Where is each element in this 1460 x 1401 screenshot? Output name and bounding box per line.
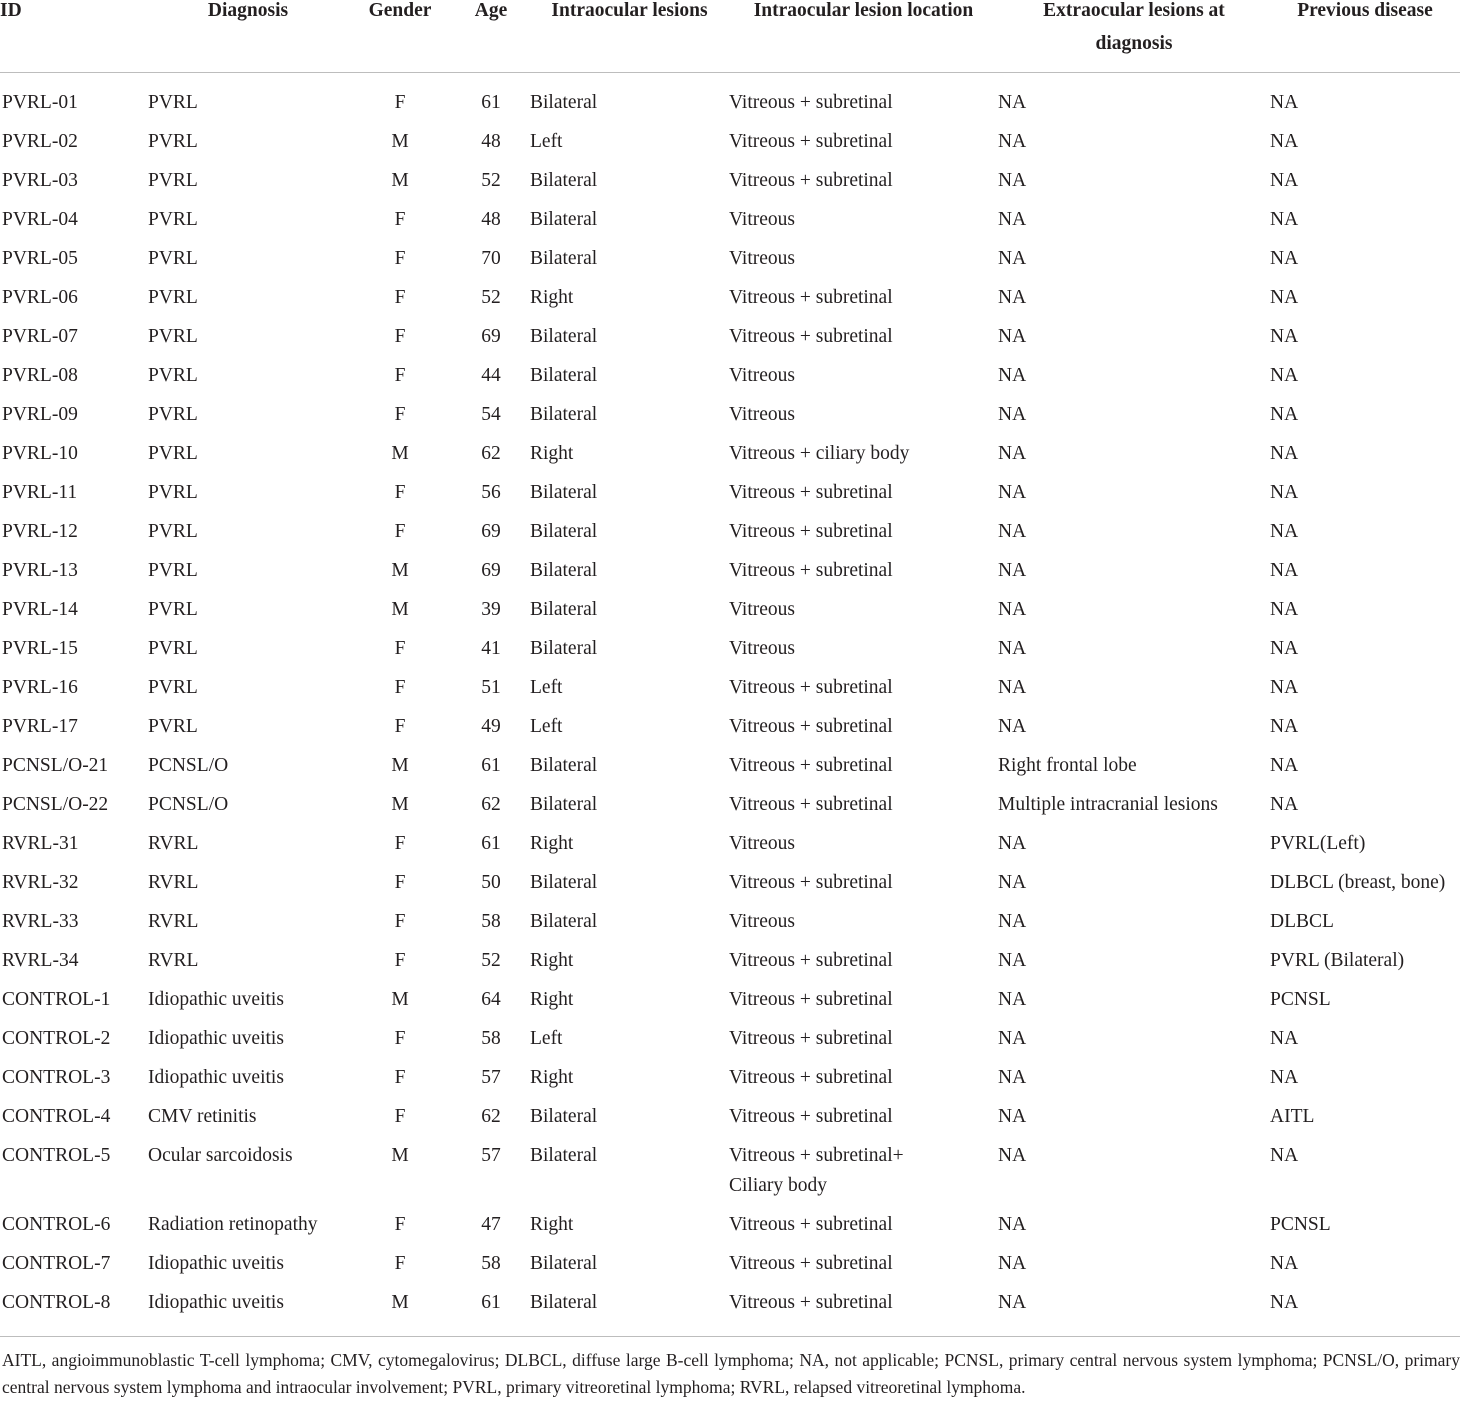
cell-previous-disease: NA — [1270, 209, 1299, 230]
cell-intraocular-lesions: Bilateral — [530, 170, 598, 191]
cell-extraocular-lesions: NA — [998, 677, 1027, 698]
cell-diagnosis: PVRL — [148, 326, 198, 347]
cell-previous-disease: NA — [1270, 794, 1299, 815]
cell-id: PVRL-12 — [2, 521, 78, 542]
table-row — [0, 556, 1460, 595]
table-row — [0, 205, 1460, 244]
cell-lesion-location: Vitreous + subretinal — [729, 1067, 893, 1088]
cell-id: PCNSL/O-22 — [2, 794, 109, 815]
cell-previous-disease: NA — [1270, 248, 1299, 269]
table-row — [0, 127, 1460, 166]
cell-lesion-location: Vitreous + subretinal — [729, 872, 893, 893]
cell-lesion-location: Vitreous + subretinal — [729, 1253, 893, 1274]
cell-previous-disease: NA — [1270, 404, 1299, 425]
column-header-intraocular-lesions: Intraocular lesions — [530, 0, 729, 67]
cell-gender: M — [391, 560, 409, 581]
cell-id: PVRL-01 — [2, 92, 78, 113]
cell-extraocular-lesions: NA — [998, 209, 1027, 230]
cell-extraocular-lesions: NA — [998, 716, 1027, 737]
cell-intraocular-lesions: Bilateral — [530, 521, 598, 542]
cell-diagnosis: PVRL — [148, 443, 198, 464]
cell-lesion-location: Vitreous — [729, 365, 795, 386]
cell-extraocular-lesions: NA — [998, 1106, 1027, 1127]
cell-gender: M — [391, 599, 409, 620]
cell-diagnosis: Radiation retinopathy — [148, 1214, 318, 1235]
cell-diagnosis: RVRL — [148, 911, 199, 932]
cell-age: 69 — [481, 326, 501, 347]
cell-id: CONTROL-7 — [2, 1253, 111, 1274]
cell-previous-disease: NA — [1270, 92, 1299, 113]
cell-gender: F — [394, 404, 406, 425]
cell-gender: F — [394, 1028, 406, 1049]
cell-intraocular-lesions: Bilateral — [530, 365, 598, 386]
cell-lesion-location: Vitreous — [729, 248, 795, 269]
cell-lesion-location: Vitreous — [729, 911, 795, 932]
table-row — [0, 166, 1460, 205]
cell-diagnosis: PVRL — [148, 248, 198, 269]
cell-extraocular-lesions: NA — [998, 521, 1027, 542]
cell-diagnosis: Idiopathic uveitis — [148, 989, 284, 1010]
cell-previous-disease: NA — [1270, 170, 1299, 191]
cell-lesion-location: Vitreous + subretinal — [729, 326, 893, 347]
cell-id: RVRL-34 — [2, 950, 79, 971]
cell-previous-disease: NA — [1270, 677, 1299, 698]
cell-gender: M — [391, 1292, 409, 1313]
cell-gender: F — [394, 716, 406, 737]
cell-id: PVRL-17 — [2, 716, 78, 737]
cell-diagnosis: PVRL — [148, 365, 198, 386]
cell-lesion-location: Vitreous + subretinal — [729, 560, 893, 581]
cell-age: 69 — [481, 560, 501, 581]
cell-previous-disease: NA — [1270, 1067, 1299, 1088]
table-row — [0, 634, 1460, 673]
cell-lesion-location: Vitreous + subretinal — [729, 521, 893, 542]
cell-lesion-location: Vitreous + subretinal — [729, 716, 893, 737]
cell-lesion-location: Vitreous — [729, 638, 795, 659]
cell-previous-disease: NA — [1270, 131, 1299, 152]
column-header-gender: Gender — [348, 0, 452, 67]
cell-lesion-location: Vitreous + subretinal — [729, 1214, 893, 1235]
cell-gender: M — [391, 1145, 409, 1166]
cell-gender: F — [394, 248, 406, 269]
cell-extraocular-lesions: NA — [998, 872, 1027, 893]
cell-lesion-location: Vitreous + subretinal — [729, 92, 893, 113]
cell-lesion-location: Vitreous + subretinal — [729, 131, 893, 152]
cell-id: PVRL-03 — [2, 170, 78, 191]
cell-diagnosis: PVRL — [148, 92, 198, 113]
cell-age: 49 — [481, 716, 501, 737]
cell-age: 50 — [481, 872, 501, 893]
table-row — [0, 673, 1460, 712]
cell-previous-disease: NA — [1270, 716, 1299, 737]
cell-diagnosis: PVRL — [148, 521, 198, 542]
cell-lesion-location: Vitreous — [729, 404, 795, 425]
cell-diagnosis: PVRL — [148, 170, 198, 191]
cell-intraocular-lesions: Bilateral — [530, 599, 598, 620]
cell-lesion-location: Vitreous + subretinal — [729, 989, 893, 1010]
cell-gender: F — [394, 1253, 406, 1274]
cell-previous-disease: NA — [1270, 443, 1299, 464]
cell-intraocular-lesions: Bilateral — [530, 638, 598, 659]
cell-age: 48 — [481, 209, 501, 230]
cell-diagnosis: PVRL — [148, 287, 198, 308]
cell-gender: F — [394, 872, 406, 893]
table-row — [0, 946, 1460, 985]
cell-age: 52 — [481, 950, 501, 971]
table-row — [0, 868, 1460, 907]
table-row — [0, 1141, 1460, 1210]
cell-age: 64 — [481, 989, 501, 1010]
cell-extraocular-lesions: NA — [998, 287, 1027, 308]
table-row — [0, 73, 1460, 128]
cell-gender: F — [394, 365, 406, 386]
cell-age: 61 — [481, 833, 501, 854]
cell-intraocular-lesions: Left — [530, 1028, 563, 1049]
cell-extraocular-lesions: NA — [998, 1292, 1027, 1313]
cell-intraocular-lesions: Right — [530, 1214, 574, 1235]
cell-intraocular-lesions: Bilateral — [530, 209, 598, 230]
cell-intraocular-lesions: Bilateral — [530, 482, 598, 503]
cell-extraocular-lesions: NA — [998, 248, 1027, 269]
cell-intraocular-lesions: Bilateral — [530, 1145, 598, 1166]
cell-extraocular-lesions: NA — [998, 170, 1027, 191]
cell-extraocular-lesions: Multiple intracranial lesions — [998, 794, 1218, 815]
table-row — [0, 1024, 1460, 1063]
cell-gender: F — [394, 833, 406, 854]
cell-gender: F — [394, 911, 406, 932]
cell-lesion-location: Vitreous — [729, 209, 795, 230]
cell-intraocular-lesions: Right — [530, 989, 574, 1010]
cell-diagnosis: Ocular sarcoidosis — [148, 1145, 293, 1166]
cell-intraocular-lesions: Bilateral — [530, 1106, 598, 1127]
cell-gender: F — [394, 950, 406, 971]
cell-age: 52 — [481, 170, 501, 191]
cell-previous-disease: NA — [1270, 599, 1299, 620]
cell-id: CONTROL-2 — [2, 1028, 111, 1049]
cell-id: CONTROL-1 — [2, 989, 111, 1010]
cell-previous-disease: PVRL(Left) — [1270, 833, 1366, 854]
cell-gender: F — [394, 1214, 406, 1235]
cell-gender: M — [391, 443, 409, 464]
cell-lesion-location: Vitreous + subretinal — [729, 755, 893, 776]
cell-diagnosis: RVRL — [148, 872, 199, 893]
cell-age: 58 — [481, 1028, 501, 1049]
table-footnote: AITL, angioimmunoblastic T-cell lymphoma; CMV, cytomegalovirus; DLBCL, diffuse large B-cell lymphoma; NA, not applicable; PCNSL, primary central nervous system lymphoma; PCNSL/O, primary central nervous system lymphoma and intraocular involvement; PVRL, primary vitreoretinal lymphoma; RVRL, relapsed vitreoretinal lymphoma. — [0, 1336, 1460, 1401]
cell-age: 52 — [481, 287, 501, 308]
cell-id: PVRL-14 — [2, 599, 78, 620]
cell-id: PVRL-07 — [2, 326, 78, 347]
cell-lesion-location: Vitreous + subretinal — [729, 170, 893, 191]
cell-intraocular-lesions: Bilateral — [530, 1292, 598, 1313]
cell-extraocular-lesions: NA — [998, 1214, 1027, 1235]
cell-lesion-location: Vitreous — [729, 833, 795, 854]
table-row — [0, 907, 1460, 946]
cell-gender: F — [394, 287, 406, 308]
cell-diagnosis: Idiopathic uveitis — [148, 1028, 284, 1049]
cell-diagnosis: Idiopathic uveitis — [148, 1292, 284, 1313]
cell-diagnosis: CMV retinitis — [148, 1106, 257, 1127]
cell-id: PVRL-05 — [2, 248, 78, 269]
cell-age: 62 — [481, 1106, 501, 1127]
table-row — [0, 1063, 1460, 1102]
cell-extraocular-lesions: NA — [998, 638, 1027, 659]
cell-lesion-location: Vitreous + subretinal — [729, 482, 893, 503]
cell-id: CONTROL-3 — [2, 1067, 111, 1088]
table-row — [0, 400, 1460, 439]
table-row — [0, 1210, 1460, 1249]
cell-id: CONTROL-4 — [2, 1106, 111, 1127]
cell-extraocular-lesions: Right frontal lobe — [998, 755, 1137, 776]
cell-extraocular-lesions: NA — [998, 92, 1027, 113]
cell-extraocular-lesions: NA — [998, 1028, 1027, 1049]
cell-gender: M — [391, 989, 409, 1010]
cell-age: 48 — [481, 131, 501, 152]
cell-id: PVRL-10 — [2, 443, 78, 464]
cell-extraocular-lesions: NA — [998, 989, 1027, 1010]
cell-previous-disease: NA — [1270, 287, 1299, 308]
cell-lesion-location: Vitreous + subretinal — [729, 950, 893, 971]
cell-id: PVRL-11 — [2, 482, 78, 503]
table-row — [0, 1102, 1460, 1141]
cell-diagnosis: PVRL — [148, 716, 198, 737]
cell-previous-disease: NA — [1270, 365, 1299, 386]
table-row — [0, 361, 1460, 400]
cell-extraocular-lesions: NA — [998, 131, 1027, 152]
cell-diagnosis: RVRL — [148, 950, 199, 971]
cell-age: 69 — [481, 521, 501, 542]
cell-lesion-location: Vitreous — [729, 599, 795, 620]
cell-intraocular-lesions: Right — [530, 833, 574, 854]
cell-gender: M — [391, 794, 409, 815]
cell-age: 58 — [481, 1253, 501, 1274]
cell-extraocular-lesions: NA — [998, 443, 1027, 464]
cell-age: 56 — [481, 482, 501, 503]
cell-intraocular-lesions: Bilateral — [530, 248, 598, 269]
cell-extraocular-lesions: NA — [998, 1067, 1027, 1088]
cell-previous-disease: NA — [1270, 560, 1299, 581]
table-row — [0, 439, 1460, 478]
cell-age: 62 — [481, 443, 501, 464]
cell-extraocular-lesions: NA — [998, 404, 1027, 425]
table-row — [0, 244, 1460, 283]
cell-gender: F — [394, 677, 406, 698]
cell-age: 41 — [481, 638, 501, 659]
cell-previous-disease: PVRL (Bilateral) — [1270, 950, 1405, 971]
cell-previous-disease: DLBCL — [1270, 911, 1334, 932]
cell-diagnosis: PVRL — [148, 560, 198, 581]
cell-diagnosis: Idiopathic uveitis — [148, 1253, 284, 1274]
cell-intraocular-lesions: Bilateral — [530, 1253, 598, 1274]
cell-previous-disease: PCNSL — [1270, 1214, 1331, 1235]
cell-lesion-location: Vitreous + subretinal — [729, 1292, 893, 1313]
table-row — [0, 985, 1460, 1024]
cell-diagnosis: PVRL — [148, 131, 198, 152]
cell-extraocular-lesions: NA — [998, 950, 1027, 971]
cell-id: PVRL-15 — [2, 638, 78, 659]
cell-intraocular-lesions: Right — [530, 287, 574, 308]
cell-intraocular-lesions: Bilateral — [530, 560, 598, 581]
column-header-previous-disease: Previous disease — [1270, 0, 1460, 67]
cell-id: RVRL-32 — [2, 872, 79, 893]
cell-previous-disease: NA — [1270, 1292, 1299, 1313]
cell-age: 44 — [481, 365, 501, 386]
table-row — [0, 478, 1460, 517]
cell-intraocular-lesions: Left — [530, 131, 563, 152]
cell-age: 58 — [481, 911, 501, 932]
column-header-age: Age — [452, 0, 530, 67]
cell-id: RVRL-33 — [2, 911, 79, 932]
cell-age: 51 — [481, 677, 501, 698]
cell-lesion-location: Vitreous + subretinal — [729, 794, 893, 815]
cell-gender: M — [391, 170, 409, 191]
cell-extraocular-lesions: NA — [998, 911, 1027, 932]
cell-id: PVRL-02 — [2, 131, 78, 152]
cell-age: 54 — [481, 404, 501, 425]
cell-intraocular-lesions: Right — [530, 950, 574, 971]
cell-gender: F — [394, 1106, 406, 1127]
cell-diagnosis: PVRL — [148, 638, 198, 659]
cell-gender: F — [394, 326, 406, 347]
cell-lesion-location: Vitreous + subretinal — [729, 1106, 893, 1127]
cell-id: PVRL-06 — [2, 287, 78, 308]
cell-diagnosis: PCNSL/O — [148, 794, 229, 815]
cell-intraocular-lesions: Right — [530, 1067, 574, 1088]
cell-age: 57 — [481, 1145, 501, 1166]
cell-extraocular-lesions: NA — [998, 365, 1027, 386]
cell-gender: F — [394, 92, 406, 113]
cell-id: PCNSL/O-21 — [2, 755, 109, 776]
cell-lesion-location: Vitreous + subretinal — [729, 1028, 893, 1049]
cell-age: 61 — [481, 92, 501, 113]
cell-age: 57 — [481, 1067, 501, 1088]
cell-diagnosis: PVRL — [148, 209, 198, 230]
table-row — [0, 1249, 1460, 1288]
cell-gender: F — [394, 1067, 406, 1088]
column-header-id: ID — [0, 0, 148, 67]
cell-intraocular-lesions: Bilateral — [530, 404, 598, 425]
cell-age: 70 — [481, 248, 501, 269]
cell-id: RVRL-31 — [2, 833, 79, 854]
cell-intraocular-lesions: Bilateral — [530, 911, 598, 932]
cell-gender: F — [394, 521, 406, 542]
table-row — [0, 829, 1460, 868]
cell-diagnosis: RVRL — [148, 833, 199, 854]
cell-id: PVRL-16 — [2, 677, 78, 698]
table-row — [0, 595, 1460, 634]
cell-intraocular-lesions: Right — [530, 443, 574, 464]
cell-id: PVRL-04 — [2, 209, 78, 230]
cell-lesion-location: Vitreous + subretinal+ Ciliary body — [729, 1145, 904, 1196]
cell-extraocular-lesions: NA — [998, 1253, 1027, 1274]
cell-gender: F — [394, 482, 406, 503]
cell-extraocular-lesions: NA — [998, 560, 1027, 581]
cell-diagnosis: PVRL — [148, 404, 198, 425]
cell-diagnosis: PVRL — [148, 482, 198, 503]
cell-extraocular-lesions: NA — [998, 326, 1027, 347]
cell-previous-disease: NA — [1270, 521, 1299, 542]
cell-previous-disease: NA — [1270, 1028, 1299, 1049]
cell-previous-disease: PCNSL — [1270, 989, 1331, 1010]
cell-intraocular-lesions: Bilateral — [530, 326, 598, 347]
cell-intraocular-lesions: Left — [530, 716, 563, 737]
cell-age: 62 — [481, 794, 501, 815]
cell-previous-disease: NA — [1270, 755, 1299, 776]
column-header-diagnosis: Diagnosis — [148, 0, 348, 67]
cell-gender: F — [394, 638, 406, 659]
table-header-row — [0, 0, 1460, 73]
cell-previous-disease: NA — [1270, 638, 1299, 659]
cell-gender: M — [391, 131, 409, 152]
cell-diagnosis: PCNSL/O — [148, 755, 229, 776]
cell-intraocular-lesions: Bilateral — [530, 794, 598, 815]
cell-diagnosis: PVRL — [148, 677, 198, 698]
cell-age: 39 — [481, 599, 501, 620]
cell-extraocular-lesions: NA — [998, 1145, 1027, 1166]
column-header-intraocular-lesion-location: Intraocular lesion location — [729, 0, 998, 67]
cell-id: CONTROL-8 — [2, 1292, 111, 1313]
cell-age: 61 — [481, 1292, 501, 1313]
table-body — [0, 73, 1460, 1335]
table-row — [0, 751, 1460, 790]
cell-lesion-location: Vitreous + subretinal — [729, 287, 893, 308]
cell-id: PVRL-13 — [2, 560, 78, 581]
cell-previous-disease: NA — [1270, 326, 1299, 347]
cell-lesion-location: Vitreous + subretinal — [729, 677, 893, 698]
table-row — [0, 790, 1460, 829]
column-header-extraocular-lesions: Extraocular lesions at diagnosis — [998, 0, 1270, 67]
cell-intraocular-lesions: Bilateral — [530, 92, 598, 113]
cell-id: CONTROL-6 — [2, 1214, 111, 1235]
cell-gender: M — [391, 755, 409, 776]
cell-previous-disease: NA — [1270, 1253, 1299, 1274]
cell-gender: F — [394, 209, 406, 230]
cell-previous-disease: NA — [1270, 1145, 1299, 1166]
cell-id: PVRL-09 — [2, 404, 78, 425]
cell-lesion-location: Vitreous + ciliary body — [729, 443, 910, 464]
cell-intraocular-lesions: Bilateral — [530, 755, 598, 776]
cell-previous-disease: DLBCL (breast, bone) — [1270, 872, 1446, 893]
table-row — [0, 1288, 1460, 1334]
cell-extraocular-lesions: NA — [998, 833, 1027, 854]
table-row — [0, 322, 1460, 361]
table-row — [0, 283, 1460, 322]
cell-intraocular-lesions: Bilateral — [530, 872, 598, 893]
table-row — [0, 712, 1460, 751]
cell-extraocular-lesions: NA — [998, 599, 1027, 620]
cell-age: 47 — [481, 1214, 501, 1235]
table-row — [0, 517, 1460, 556]
cell-previous-disease: NA — [1270, 482, 1299, 503]
cell-extraocular-lesions: NA — [998, 482, 1027, 503]
cell-id: CONTROL-5 — [2, 1145, 111, 1166]
cell-id: PVRL-08 — [2, 365, 78, 386]
cell-intraocular-lesions: Left — [530, 677, 563, 698]
cell-diagnosis: Idiopathic uveitis — [148, 1067, 284, 1088]
cell-previous-disease: AITL — [1270, 1106, 1315, 1127]
cell-age: 61 — [481, 755, 501, 776]
cell-diagnosis: PVRL — [148, 599, 198, 620]
